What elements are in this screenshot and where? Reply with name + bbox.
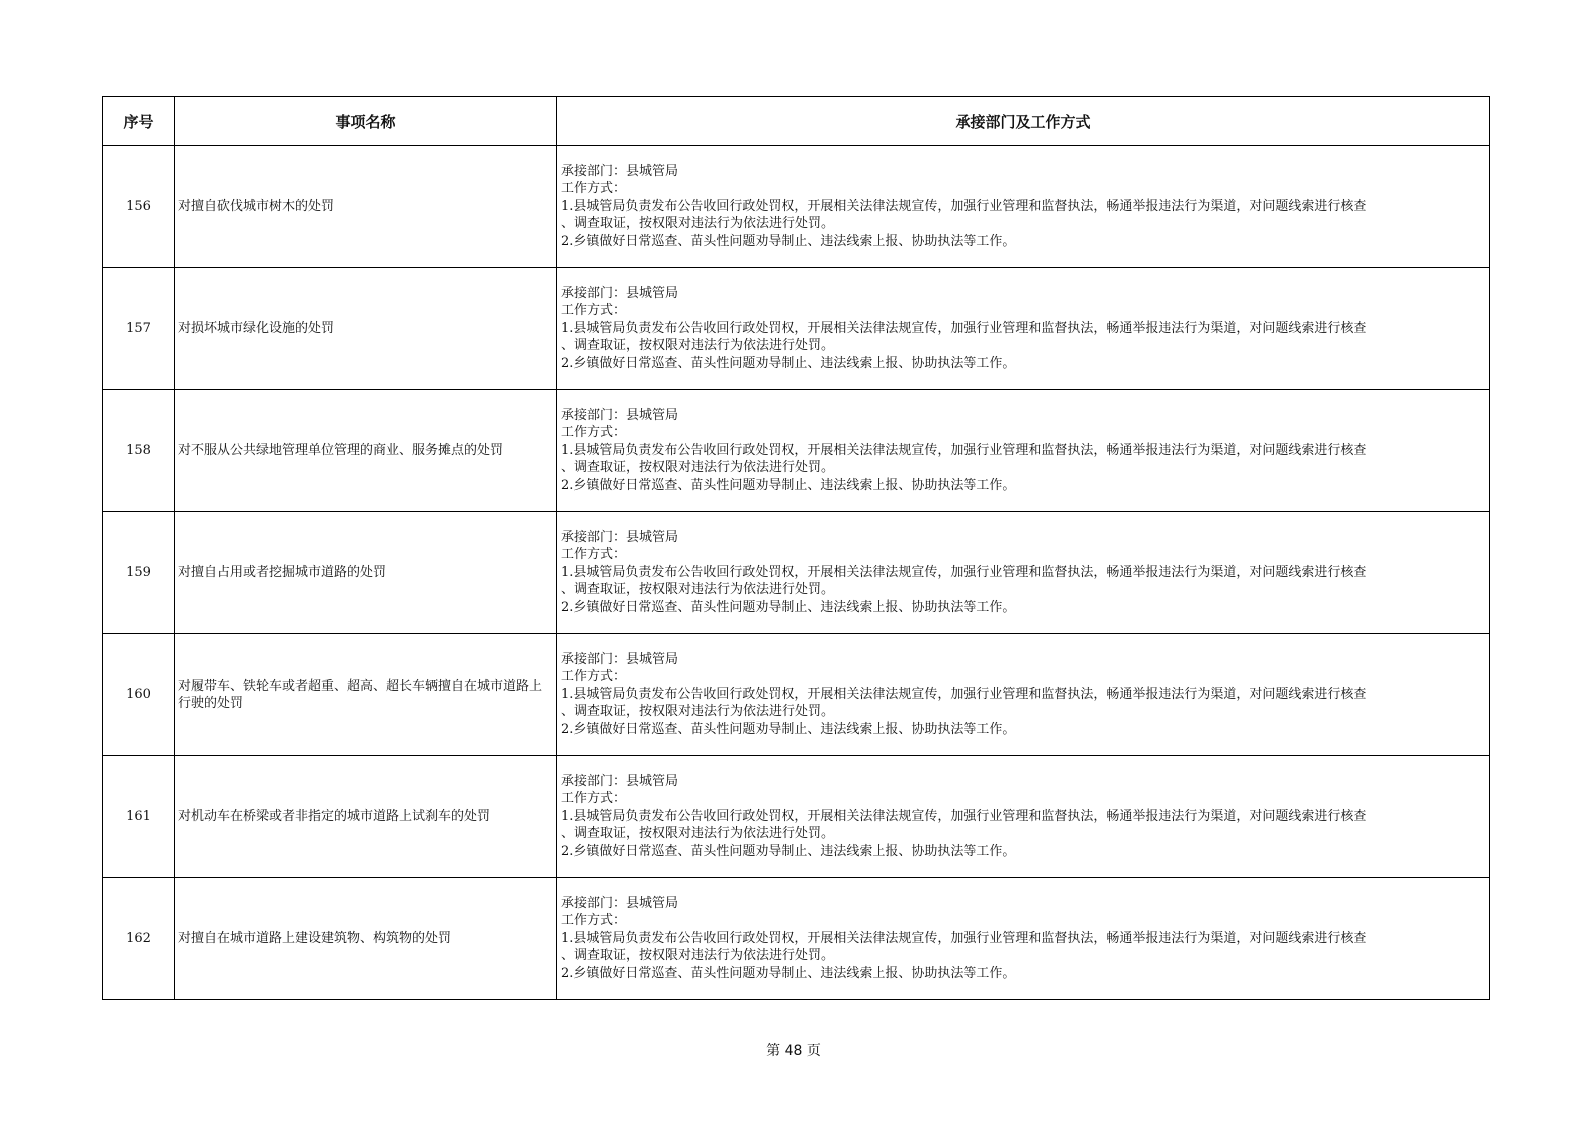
header-department-method: 承接部门及工作方式 [557, 97, 1490, 146]
method-item-1-continued: 、调查取证，按权限对违法行为依法进行处罚。 [561, 704, 835, 720]
row-department-method [557, 146, 1490, 268]
page-number: 第 48 页 [766, 1043, 821, 1059]
row-serial-no: 159 [103, 512, 175, 634]
row-item-name: 对履带车、铁轮车或者超重、超高、超长车辆擅自在城市道路上行驶的处罚 [175, 634, 557, 756]
row-serial-no: 157 [103, 268, 175, 390]
method-item-2-line: 2.乡镇做好日常巡查、苗头性问题劝导制止、违法线索上报、协助执法等工作。 [561, 355, 1016, 371]
method-item-1-line: 1.县城管局负责发布公告收回行政处罚权，开展相关法律法规宣传，加强行业管理和监督执法，畅通举报违法行为渠道，对问题线索进行核查 [561, 808, 1367, 824]
method-item-1-line: 1.县城管局负责发布公告收回行政处罚权，开展相关法律法规宣传，加强行业管理和监督执法，畅通举报违法行为渠道，对问题线索进行核查 [561, 686, 1367, 702]
method-heading-line: 工作方式： [561, 181, 627, 197]
row-department-method [557, 390, 1490, 512]
method-item-2-line: 2.乡镇做好日常巡查、苗头性问题劝导制止、违法线索上报、协助执法等工作。 [561, 233, 1016, 249]
row-serial-no: 156 [103, 146, 175, 268]
department-line: 承接部门：县城管局 [561, 529, 679, 545]
row-item-name: 对擅自占用或者挖掘城市道路的处罚 [175, 512, 557, 634]
department-line: 承接部门：县城管局 [561, 895, 679, 911]
row-serial-no: 162 [103, 878, 175, 1000]
row-department-method [557, 756, 1490, 878]
row-department-method [557, 878, 1490, 1000]
method-heading-line: 工作方式： [561, 669, 627, 685]
department-line: 承接部门：县城管局 [561, 285, 679, 301]
method-item-1-continued: 、调查取证，按权限对违法行为依法进行处罚。 [561, 582, 835, 598]
row-department-method [557, 268, 1490, 390]
row-item-name: 对擅自砍伐城市树木的处罚 [175, 146, 557, 268]
row-item-name: 对机动车在桥梁或者非指定的城市道路上试刹车的处罚 [175, 756, 557, 878]
method-item-1-continued: 、调查取证，按权限对违法行为依法进行处罚。 [561, 338, 835, 354]
method-item-1-line: 1.县城管局负责发布公告收回行政处罚权，开展相关法律法规宣传，加强行业管理和监督执法，畅通举报违法行为渠道，对问题线索进行核查 [561, 320, 1367, 336]
department-line: 承接部门：县城管局 [561, 163, 679, 179]
table-row [103, 268, 1490, 390]
method-item-1-continued: 、调查取证，按权限对违法行为依法进行处罚。 [561, 460, 835, 476]
method-item-2-line: 2.乡镇做好日常巡查、苗头性问题劝导制止、违法线索上报、协助执法等工作。 [561, 477, 1016, 493]
table-body [103, 146, 1490, 1000]
method-item-1-continued: 、调查取证，按权限对违法行为依法进行处罚。 [561, 948, 835, 964]
row-item-name: 对损坏城市绿化设施的处罚 [175, 268, 557, 390]
table-row [103, 756, 1490, 878]
method-item-2-line: 2.乡镇做好日常巡查、苗头性问题劝导制止、违法线索上报、协助执法等工作。 [561, 599, 1016, 615]
row-item-name: 对擅自在城市道路上建设建筑物、构筑物的处罚 [175, 878, 557, 1000]
header-item-name: 事项名称 [175, 97, 557, 146]
department-line: 承接部门：县城管局 [561, 407, 679, 423]
method-item-2-line: 2.乡镇做好日常巡查、苗头性问题劝导制止、违法线索上报、协助执法等工作。 [561, 965, 1016, 981]
table-row [103, 634, 1490, 756]
row-serial-no: 158 [103, 390, 175, 512]
row-department-method [557, 512, 1490, 634]
row-serial-no: 160 [103, 634, 175, 756]
table-row [103, 390, 1490, 512]
method-heading-line: 工作方式： [561, 791, 627, 807]
method-item-1-continued: 、调查取证，按权限对违法行为依法进行处罚。 [561, 826, 835, 842]
table-row [103, 878, 1490, 1000]
method-item-1-continued: 、调查取证，按权限对违法行为依法进行处罚。 [561, 216, 835, 232]
method-item-1-line: 1.县城管局负责发布公告收回行政处罚权，开展相关法律法规宣传，加强行业管理和监督执法，畅通举报违法行为渠道，对问题线索进行核查 [561, 198, 1367, 214]
header-serial-no: 序号 [103, 97, 175, 146]
table-row [103, 146, 1490, 268]
row-department-method [557, 634, 1490, 756]
row-serial-no: 161 [103, 756, 175, 878]
matters-table [102, 96, 1490, 1000]
table-header [103, 97, 1490, 146]
method-heading-line: 工作方式： [561, 425, 627, 441]
table-row [103, 512, 1490, 634]
method-item-1-line: 1.县城管局负责发布公告收回行政处罚权，开展相关法律法规宣传，加强行业管理和监督执法，畅通举报违法行为渠道，对问题线索进行核查 [561, 930, 1367, 946]
department-line: 承接部门：县城管局 [561, 773, 679, 789]
header-row [103, 97, 1490, 146]
row-item-name: 对不服从公共绿地管理单位管理的商业、服务摊点的处罚 [175, 390, 557, 512]
method-item-1-line: 1.县城管局负责发布公告收回行政处罚权，开展相关法律法规宣传，加强行业管理和监督执法，畅通举报违法行为渠道，对问题线索进行核查 [561, 564, 1367, 580]
method-item-1-line: 1.县城管局负责发布公告收回行政处罚权，开展相关法律法规宣传，加强行业管理和监督执法，畅通举报违法行为渠道，对问题线索进行核查 [561, 442, 1367, 458]
method-heading-line: 工作方式： [561, 303, 627, 319]
method-item-2-line: 2.乡镇做好日常巡查、苗头性问题劝导制止、违法线索上报、协助执法等工作。 [561, 721, 1016, 737]
method-heading-line: 工作方式： [561, 913, 627, 929]
method-item-2-line: 2.乡镇做好日常巡查、苗头性问题劝导制止、违法线索上报、协助执法等工作。 [561, 843, 1016, 859]
department-line: 承接部门：县城管局 [561, 651, 679, 667]
method-heading-line: 工作方式： [561, 547, 627, 563]
